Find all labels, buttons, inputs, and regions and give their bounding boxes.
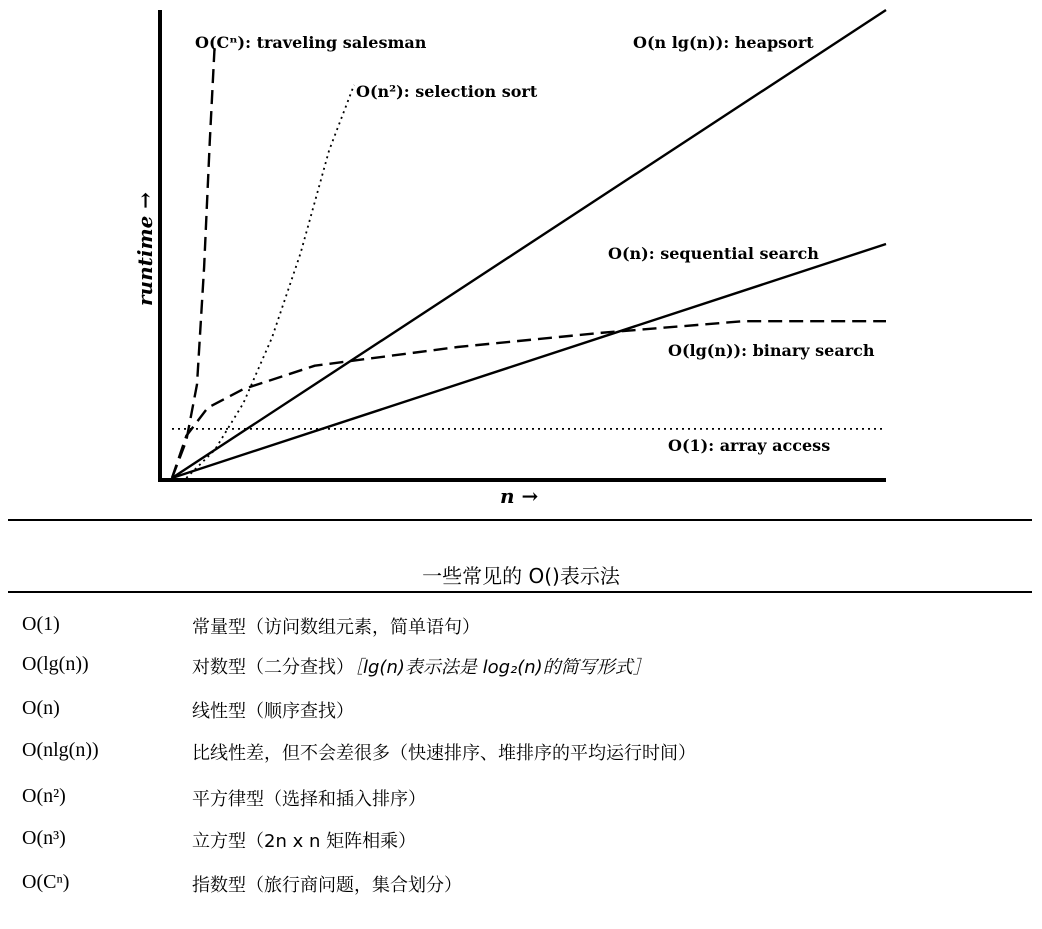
top-rule xyxy=(8,519,1032,521)
row-description: 平方律型（选择和插入排序） xyxy=(192,789,426,810)
row-notation: O(1) xyxy=(22,613,60,635)
row-notation: O(n) xyxy=(22,697,60,719)
series-line-4 xyxy=(186,85,354,478)
row-description: 对数型（二分查找）［lg(n)表示法是 log₂(n)的简写形式］ xyxy=(192,657,651,678)
row-description: 线性型（顺序查找） xyxy=(192,701,354,722)
x-axis-title: n → xyxy=(500,484,539,508)
row-notation: O(Cⁿ) xyxy=(22,871,70,893)
curve-label-sequential-search: O(n): sequential search xyxy=(608,244,819,263)
row-description: 立方型（2n x n 矩阵相乘） xyxy=(192,831,417,852)
header-rule xyxy=(8,591,1032,593)
row-notation: O(n²) xyxy=(22,785,66,807)
series-line-5 xyxy=(172,43,215,478)
curve-label-traveling-salesman: O(Cⁿ): traveling salesman xyxy=(195,33,427,52)
row-description: 常量型（访问数组元素，简单语句） xyxy=(192,617,480,638)
y-axis-title: runtime → xyxy=(133,191,157,306)
curve-label-binary-search: O(lg(n)): binary search xyxy=(668,341,875,360)
labels-group xyxy=(195,33,875,455)
row-notation: O(lg(n)) xyxy=(22,653,89,675)
row-description: 比线性差，但不会差很多（快速排序、堆排序的平均运行时间） xyxy=(192,743,696,764)
curve-label-heapsort: O(n lg(n)): heapsort xyxy=(633,33,814,52)
row-notation: O(nlg(n)) xyxy=(22,739,99,761)
row-description: 指数型（旅行商问题，集合划分） xyxy=(192,875,462,896)
row-note: ［lg(n)表示法是 log₂(n)的简写形式］ xyxy=(354,657,651,678)
curve-label-selection-sort: O(n²): selection sort xyxy=(356,82,538,101)
row-notation: O(n³) xyxy=(22,827,66,849)
curve-label-array-access: O(1): array access xyxy=(668,436,831,455)
table-title: 一些常见的 O()表示法 xyxy=(422,564,620,588)
